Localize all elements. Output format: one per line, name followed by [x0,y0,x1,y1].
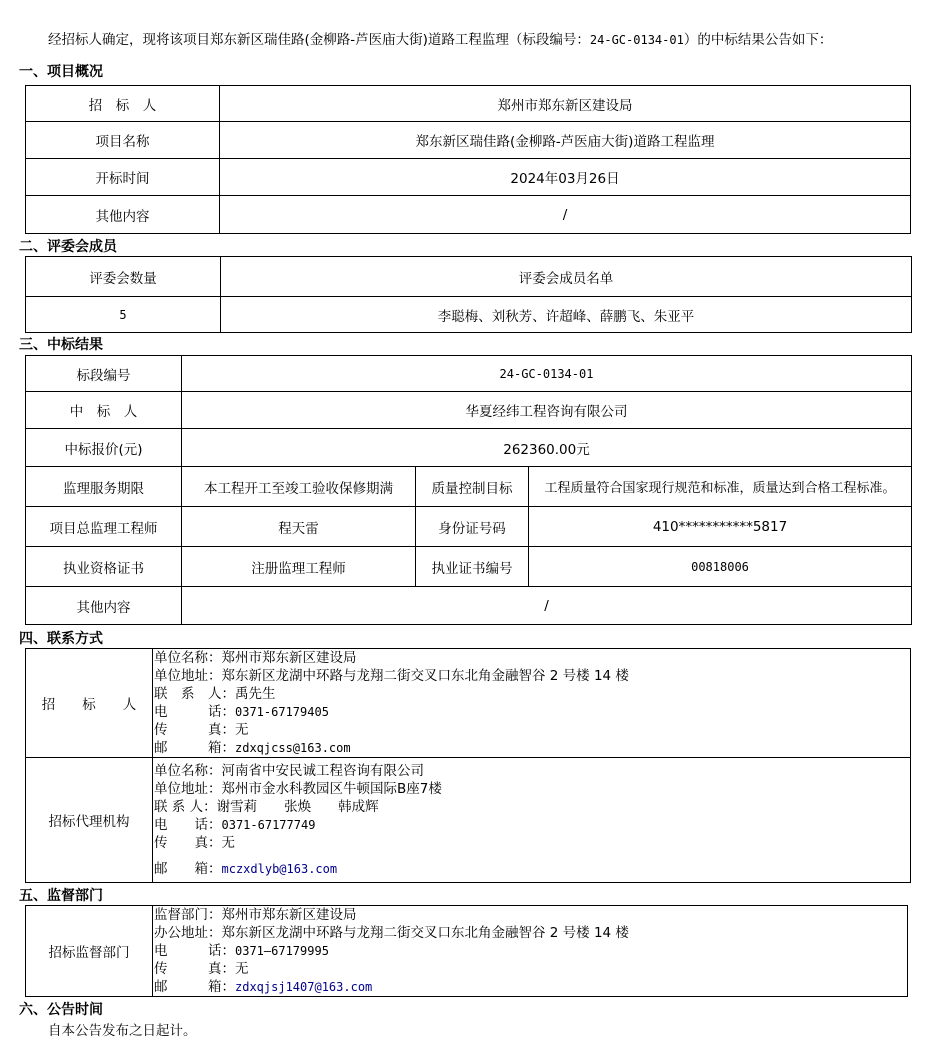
result-id-value: 410***********5817 [529,507,912,547]
result-winner-value: 华夏经纬工程咨询有限公司 [182,392,912,429]
committee-table [25,256,912,333]
contact-tenderer-label: 招 标 人 [26,649,153,758]
section-title-contacts: 四、联系方式 [19,631,103,647]
result-cert-label: 执业资格证书 [26,547,182,587]
intro-sentence [48,28,832,48]
contact-tenderer-person: 联 系 人：禹先生 [154,686,276,702]
result-certno-value: 00818006 [529,547,912,587]
supervision-dept: 监督部门：郑州市郑东新区建设局 [154,907,357,923]
committee-count: 5 [26,297,221,333]
contact-agency-email: 邮 箱：mczxdlyb@163.com [154,861,338,877]
result-lot-value: 24-GC-0134-01 [182,356,912,392]
contact-tenderer-email: 邮 箱：zdxqjcss@163.com [154,740,351,756]
table-row [26,159,911,196]
contact-tenderer-fax: 传 真：无 [154,722,249,738]
result-engineer-label: 项目总监理工程师 [26,507,182,547]
result-winner-label: 中 标 人 [26,392,182,429]
supervision-address: 办公地址：郑东新区龙湖中环路与龙翔二街交叉口东北角金融智谷 2 号楼 14 楼 [154,925,629,941]
contact-agency-email-link[interactable]: mczxdlyb@163.com [221,862,338,876]
overview-label-open-time: 开标时间 [26,159,220,196]
contact-tenderer-address: 单位地址：郑东新区龙湖中环路与龙翔二街交叉口东北角金融智谷 2 号楼 14 楼 [154,668,629,684]
table-row [26,467,912,507]
section-title-supervision: 五、监督部门 [19,888,103,904]
committee-names-header: 评委会成员名单 [221,257,912,297]
table-row [26,507,912,547]
supervision-fax: 传 真：无 [154,961,249,977]
supervision-details [153,906,908,997]
contact-agency-details [153,758,911,883]
section-title-committee: 二、评委会成员 [19,239,117,255]
table-row [26,122,911,159]
contacts-table [25,648,911,883]
supervision-table [25,905,908,997]
result-lot-label: 标段编号 [26,356,182,392]
table-row [26,86,911,122]
supervision-phone: 电 话：0371—67179995 [154,943,329,959]
result-table [25,355,912,625]
result-period-value: 本工程开工至竣工验收保修期满 [182,467,416,507]
result-other-label: 其他内容 [26,587,182,625]
contact-agency-phone: 电 话：0371-67177749 [154,817,316,833]
result-id-label: 身份证号码 [416,507,529,547]
supervision-label: 招标监督部门 [26,906,153,997]
contact-agency-label: 招标代理机构 [26,758,153,883]
section-title-result: 三、中标结果 [19,337,103,353]
supervision-email-link[interactable]: zdxqjsj1407@163.com [235,980,373,994]
overview-label-project: 项目名称 [26,122,220,159]
table-row [26,196,911,234]
contact-agency-person: 联 系 人：谢雪莉 张焕 韩成辉 [154,799,379,815]
table-row [26,547,912,587]
table-row [26,906,908,997]
result-other-value: / [182,587,912,625]
contact-tenderer-name: 单位名称：郑州市郑东新区建设局 [154,650,357,666]
contact-tenderer-details [153,649,911,758]
result-period-label: 监理服务期限 [26,467,182,507]
committee-names: 李聪梅、刘秋芳、许超峰、薛鹏飞、朱亚平 [221,297,912,333]
result-price-value: 262360.00元 [182,429,912,467]
committee-count-header: 评委会数量 [26,257,221,297]
overview-value-open-time: 2024年03月26日 [220,159,911,196]
overview-value-tenderer: 郑州市郑东新区建设局 [220,86,911,122]
table-row [26,758,911,883]
section-title-notice-time: 六、公告时间 [19,1002,103,1018]
section-title-overview: 一、项目概况 [19,64,103,80]
table-row [26,649,911,758]
overview-value-project: 郑东新区瑞佳路(金柳路-芦医庙大街)道路工程监理 [220,122,911,159]
result-price-label: 中标报价(元) [26,429,182,467]
contact-agency-fax: 传 真：无 [154,835,235,851]
overview-label-tenderer: 招 标 人 [26,86,220,122]
contact-agency-name: 单位名称：河南省中安民诚工程咨询有限公司 [154,763,424,779]
contact-tenderer-phone: 电 话：0371-67179405 [154,704,329,720]
table-row [26,297,912,333]
table-row [26,429,912,467]
result-quality-value: 工程质量符合国家现行规范和标准，质量达到合格工程标准。 [529,467,912,507]
table-row [26,392,912,429]
intro-lot-code: 24-GC-0134-01 [589,33,684,47]
result-certno-label: 执业证书编号 [416,547,529,587]
result-cert-value: 注册监理工程师 [182,547,416,587]
supervision-email: 邮 箱：zdxqjsj1407@163.com [154,979,373,995]
table-row [26,587,912,625]
intro-prefix: 经招标人确定，现将该项目郑东新区瑞佳路(金柳路-芦医庙大街)道路工程监理（标段编号： [48,32,590,48]
notice-time-text: 自本公告发布之日起计。 [48,1023,197,1039]
overview-table [25,85,911,234]
result-quality-label: 质量控制目标 [416,467,529,507]
overview-value-other: / [220,196,911,234]
table-row [26,356,912,392]
table-row [26,257,912,297]
result-engineer-value: 程天雷 [182,507,416,547]
overview-label-other: 其他内容 [26,196,220,234]
contact-agency-address: 单位地址：郑州市金水科教园区牛顿国际B座7楼 [154,781,442,797]
intro-suffix: ）的中标结果公告如下： [683,32,833,48]
